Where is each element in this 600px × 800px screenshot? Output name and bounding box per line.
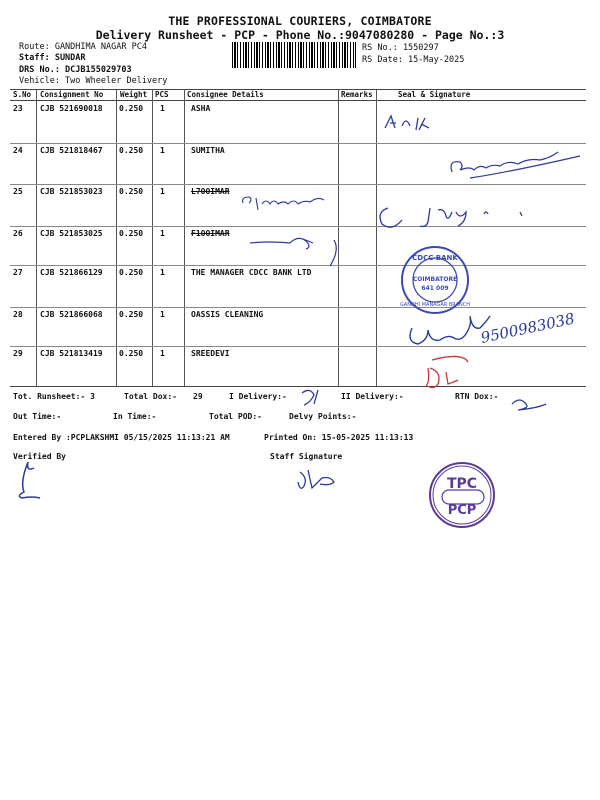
stamp-bank-branch: GANDHI MANAGAR BRANCH — [400, 302, 470, 308]
signature-mark — [330, 240, 336, 266]
verified-by-label: Verified By — [13, 452, 66, 461]
rs-number: RS No.: 1550297 — [362, 43, 439, 53]
company-title: THE PROFESSIONAL COURIERS, COIMBATORE — [168, 14, 432, 28]
row-pcs: 1 — [160, 187, 165, 196]
total-dox-label: Total Dox:- — [124, 392, 177, 401]
row-sno: 29 — [13, 349, 23, 358]
row-sno: 28 — [13, 310, 23, 319]
stamp-pcp: PCP — [447, 503, 477, 518]
stamp-bank-pin: 641 009 — [421, 285, 449, 292]
row-consignee: ASHA — [191, 104, 211, 113]
staff-label: Staff: SUNDAR — [19, 53, 86, 63]
total-dox-value: 29 — [193, 392, 203, 401]
row-consignment: CJB 521818467 — [40, 146, 103, 155]
row-consignee: OASSIS CLEANING — [191, 310, 264, 319]
col-header-sno: S.No — [13, 90, 32, 99]
row-sno: 25 — [13, 187, 23, 196]
row-sno: 27 — [13, 268, 23, 277]
row-weight: 0.250 — [119, 268, 144, 277]
ii-delivery-label: II Delivery:- — [341, 392, 404, 401]
signature-mark — [451, 152, 580, 178]
row-consignment: CJB 521866129 — [40, 268, 103, 277]
row-weight: 0.250 — [119, 146, 144, 155]
signature-mark — [385, 116, 429, 130]
col-header-pcs: PCS — [155, 90, 169, 99]
row-consignment: CJB 521690018 — [40, 104, 103, 113]
col-header-remarks: Remarks — [341, 90, 373, 99]
route-label: Route: GANDHIMA NAGAR PC4 — [19, 42, 147, 52]
row-weight: 0.250 — [119, 104, 144, 113]
row-consignment: CJB 521853025 — [40, 229, 103, 238]
row-consignment: CJB 521813419 — [40, 349, 103, 358]
row-pcs: 1 — [160, 349, 165, 358]
total-pod-label: Total POD:- — [209, 412, 262, 421]
stamp-tpc: TPC — [446, 476, 478, 492]
col-header-consignee: Consignee Details — [187, 90, 264, 99]
vehicle-label: Vehicle: Two Wheeler Delivery — [19, 76, 168, 86]
signature-mark — [250, 238, 313, 249]
signature-mark — [298, 470, 334, 488]
row-consignment: CJB 521866068 — [40, 310, 103, 319]
row-consignee: THE MANAGER CDCC BANK LTD — [191, 268, 312, 277]
row-consignee: L7OOIMAR — [191, 187, 230, 196]
col-header-weight: Weight — [120, 90, 148, 99]
row-consignee: SUMITHA — [191, 146, 225, 155]
tpc-stamp — [430, 463, 494, 527]
col-header-consignment: Consignment No — [40, 90, 104, 99]
signature-mark — [512, 400, 546, 410]
signature-mark — [19, 462, 40, 498]
i-delivery-label: I Delivery:- — [229, 392, 287, 401]
printed-on: Printed On: 15-05-2025 11:13:13 — [264, 433, 414, 442]
signature-mark — [410, 316, 490, 344]
row-weight: 0.250 — [119, 229, 144, 238]
row-pcs: 1 — [160, 146, 165, 155]
staff-signature-label: Staff Signature — [270, 452, 343, 461]
stamp-bank-name: CDCC BANK — [412, 254, 458, 262]
row-consignee: SREEDEVI — [191, 349, 230, 358]
handwritten-phone: 9500983038 — [479, 309, 577, 347]
row-weight: 0.250 — [119, 187, 144, 196]
entered-by: Entered By :PCPLAKSHMI 05/15/2025 11:13:21 AM — [13, 433, 230, 442]
row-consignee: F1OOIMAR — [191, 229, 230, 238]
rtn-dox-label: RTN Dox:- — [455, 392, 499, 401]
row-weight: 0.250 — [119, 349, 144, 358]
stamp-bank-city: COIMBATORE — [412, 276, 458, 283]
runsheet-subtitle: Delivery Runsheet - PCP - Phone No.:9047080280 - Page No.:3 — [95, 28, 505, 42]
signature-mark — [243, 197, 324, 210]
bank-stamp — [400, 247, 470, 313]
row-sno: 23 — [13, 104, 23, 113]
row-sno: 26 — [13, 229, 23, 238]
rs-date: RS Date: 15-May-2025 — [362, 55, 465, 65]
signature-mark — [302, 390, 318, 405]
red-mark — [426, 356, 468, 387]
delvy-points-label: Delvy Points:- — [289, 412, 357, 421]
drs-label: DRS No.: DCJB155029703 — [19, 65, 132, 75]
col-header-seal: Seal & Signature — [398, 90, 471, 99]
row-weight: 0.250 — [119, 310, 144, 319]
row-pcs: 1 — [160, 104, 165, 113]
in-time-label: In Time:- — [113, 412, 157, 421]
row-sno: 24 — [13, 146, 23, 155]
row-consignment: CJB 521853023 — [40, 187, 103, 196]
row-pcs: 1 — [160, 268, 165, 277]
signature-mark — [380, 208, 522, 227]
row-pcs: 1 — [160, 229, 165, 238]
tot-runsheet: Tot. Runsheet:- 3 — [13, 392, 95, 401]
row-pcs: 1 — [160, 310, 165, 319]
out-time-label: Out Time:- — [13, 412, 62, 421]
